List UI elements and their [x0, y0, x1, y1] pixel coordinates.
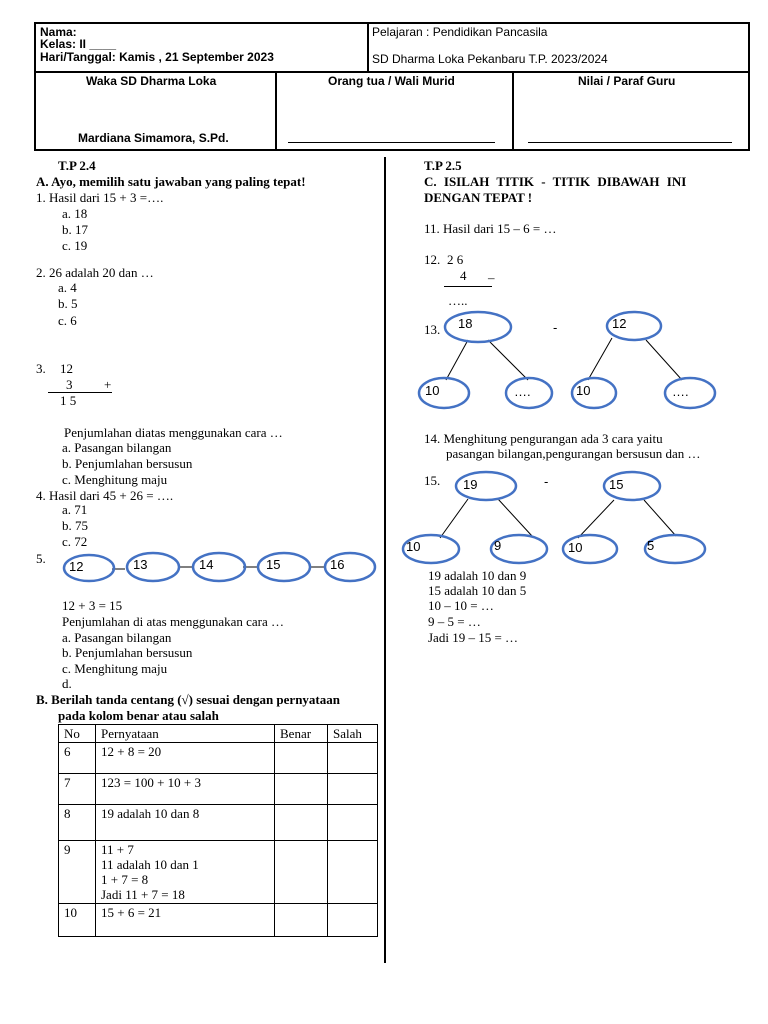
teacher-title: Nilai / Paraf Guru	[578, 74, 676, 88]
bond-number: 10	[425, 383, 440, 398]
waka-name: Mardiana Simamora, S.Pd.	[78, 131, 229, 145]
q12-top-number: 2 6	[447, 252, 464, 267]
q1-option-a[interactable]: a. 18	[62, 206, 88, 221]
q5-equation: 12 + 3 = 15	[62, 598, 123, 613]
q4-text: 4. Hasil dari 45 + 26 = ….	[36, 488, 174, 503]
chain-number: 15	[266, 557, 281, 572]
q15-line-1: 19 adalah 10 dan 9	[428, 568, 527, 583]
row-statement: 12 + 8 = 20	[96, 743, 275, 774]
q15-number-bond-right	[563, 472, 705, 563]
bond-number: 5	[647, 538, 655, 553]
bond-answer-dots: ….	[672, 384, 689, 399]
bond-branch	[578, 500, 614, 538]
chain-number: 14	[199, 557, 214, 572]
chain-number: 16	[330, 557, 345, 572]
row-number: 6	[59, 743, 96, 774]
bond-number: 10	[568, 540, 583, 555]
row-statement: 15 + 6 = 21	[96, 904, 275, 937]
student-class-label: Kelas: II ____	[40, 37, 117, 51]
section-c-title-line2: DENGAN TEPAT !	[424, 190, 533, 205]
bond-branch	[440, 499, 468, 538]
q2-option-a[interactable]: a. 4	[58, 280, 77, 295]
q5-option-c[interactable]: c. Menghitung maju	[62, 661, 168, 676]
bond-number: 9	[494, 538, 502, 553]
section-a-title: A. Ayo, memilih satu jawaban yang paling tepat!	[36, 174, 306, 189]
waka-title: Waka SD Dharma Loka	[86, 74, 217, 88]
bond-branch	[644, 500, 676, 536]
q5-option-b[interactable]: b. Penjumlahan bersusun	[62, 645, 193, 660]
bond-number: 12	[612, 316, 627, 331]
q3-number: 3.	[36, 361, 46, 376]
q12-minus-sign: –	[488, 270, 495, 285]
q11-text: 11. Hasil dari 15 – 6 = …	[424, 221, 557, 236]
q13-number: 13.	[424, 322, 441, 337]
q13-number-bond-left	[419, 312, 552, 408]
q15-minus-sign: -	[544, 474, 549, 489]
q5-text: Penjumlahan di atas menggunakan cara …	[62, 614, 285, 629]
q5-number: 5.	[36, 551, 46, 566]
row-statement-line: 1 + 7 = 8	[101, 872, 149, 887]
bond-number: 19	[463, 477, 478, 492]
q12-mid-number: 4	[460, 268, 467, 283]
row-statement-line: 11 + 7	[101, 842, 134, 857]
q3-option-c[interactable]: c. Menghitung maju	[62, 472, 168, 487]
q15-line-4: 9 – 5 = …	[428, 614, 481, 629]
date-label: Hari/Tanggal: Kamis , 21 September 2023	[40, 50, 274, 64]
q15-number-bond-left	[403, 472, 547, 563]
section-c-title-line1: C. ISILAH TITIK - TITIK DIBAWAH INI	[424, 174, 687, 189]
q13-number-bond-right	[572, 312, 715, 408]
table-header-no: No	[59, 725, 96, 743]
row-statement-line: Jadi 11 + 7 = 18	[101, 887, 185, 902]
bond-number: 10	[576, 383, 591, 398]
bond-answer-dots: ….	[514, 384, 531, 399]
row-number: 10	[59, 904, 96, 937]
q3-result: 1 5	[60, 393, 77, 408]
q5-option-d[interactable]: d.	[62, 676, 72, 691]
q3-text: Penjumlahan diatas menggunakan cara …	[64, 425, 283, 440]
chain-number: 13	[133, 557, 148, 572]
parent-title: Orang tua / Wali Murid	[328, 74, 455, 88]
row-number: 8	[59, 805, 96, 841]
section-b-title-line1: B. Berilah tanda centang (√) sesuai dengan pernyataan	[36, 692, 340, 707]
bond-number: 10	[406, 539, 421, 554]
q12-number: 12.	[424, 252, 441, 267]
bond-branch	[446, 340, 468, 380]
q3-mid-number: 3	[66, 377, 73, 392]
bond-number: 15	[609, 477, 624, 492]
q14-text-line1: 14. Menghitung pengurangan ada 3 cara yaitu	[424, 431, 663, 446]
bond-branch	[588, 338, 612, 380]
q13-minus-sign: -	[553, 320, 558, 335]
bond-branch	[498, 499, 532, 536]
q2-text: 2. 26 adalah 20 dan …	[36, 265, 154, 280]
q4-option-b[interactable]: b. 75	[62, 518, 88, 533]
tp-right: T.P 2.5	[424, 158, 462, 173]
bond-number: 18	[458, 316, 473, 331]
table-header-salah: Salah	[328, 725, 378, 743]
row-number: 9	[59, 841, 96, 904]
q5-option-a[interactable]: a. Pasangan bilangan	[62, 630, 172, 645]
table-header-benar: Benar	[275, 725, 328, 743]
student-name-label: Nama:	[40, 25, 77, 39]
q1-option-b[interactable]: b. 17	[62, 222, 88, 237]
section-b-title-line2: pada kolom benar atau salah	[58, 708, 219, 723]
q12-answer-dots[interactable]: …..	[448, 293, 468, 308]
q3-option-a[interactable]: a. Pasangan bilangan	[62, 440, 172, 455]
q5-number-chain	[64, 553, 375, 581]
row-number: 7	[59, 774, 96, 805]
q3-plus-sign: +	[104, 377, 112, 392]
row-statement-line: 11 adalah 10 dan 1	[101, 857, 199, 872]
q15-line-2: 15 adalah 10 dan 5	[428, 583, 527, 598]
chain-number: 12	[69, 559, 84, 574]
q4-option-c[interactable]: c. 72	[62, 534, 88, 549]
bond-branch	[646, 340, 682, 380]
q15-line-3: 10 – 10 = …	[428, 598, 494, 613]
bond-circle	[445, 312, 511, 342]
row-statement: 123 = 100 + 10 + 3	[96, 774, 275, 805]
q15-number: 15.	[424, 473, 441, 488]
q2-option-b[interactable]: b. 5	[58, 296, 78, 311]
q3-top-number: 12	[60, 361, 73, 376]
q14-text-line2: pasangan bilangan,pengurangan bersusun dan …	[446, 446, 701, 461]
school-label: SD Dharma Loka Pekanbaru T.P. 2023/2024	[372, 52, 608, 66]
q1-option-c[interactable]: c. 19	[62, 238, 88, 253]
row-statement: 19 adalah 10 dan 8	[96, 805, 275, 841]
bond-branch	[488, 340, 528, 380]
q3-option-b[interactable]: b. Penjumlahan bersusun	[62, 456, 193, 471]
tp-left: T.P 2.4	[58, 158, 96, 173]
q4-option-a[interactable]: a. 71	[62, 502, 88, 517]
q2-option-c[interactable]: c. 6	[58, 313, 77, 328]
q1-text: 1. Hasil dari 15 + 3 =….	[36, 190, 164, 205]
subject-label: Pelajaran : Pendidikan Pancasila	[372, 25, 548, 39]
table-header-pernyataan: Pernyataan	[96, 725, 275, 743]
q15-line-5: Jadi 19 – 15 = …	[428, 630, 519, 645]
